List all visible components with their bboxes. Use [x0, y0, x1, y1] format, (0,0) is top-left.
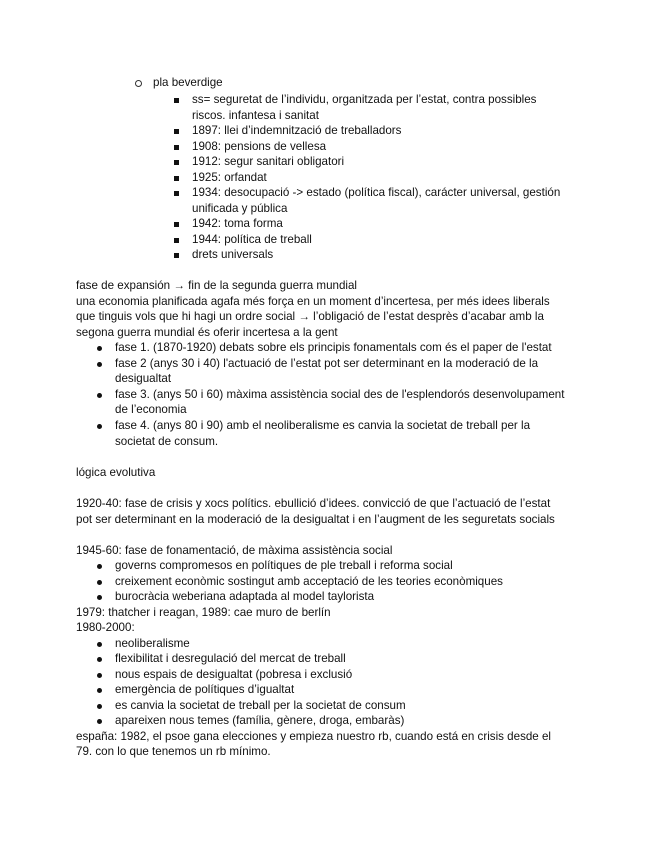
beveridge-item: 1942: toma forma [192, 217, 283, 230]
bullet-dot-icon [97, 362, 102, 367]
period-item: flexibilitat i desregulació del mercat de treball [115, 652, 346, 665]
expansion-heading: fase de expansión → fin de la segunda guerra mundial [76, 279, 358, 292]
bullet-dot-icon [97, 424, 102, 429]
beveridge-item-continued: riscos. infantesa i sanitat [192, 109, 319, 122]
paragraph-line: que tinguis vols que hi hagi un ordre social → l’obligació de l’estat desprès d’acabar amb la [76, 310, 544, 323]
square-bullet-icon [174, 129, 179, 134]
thatcher-line: 1979: thatcher i reagan, 1989: cae muro de berlín [76, 606, 331, 619]
fonamentacio-item: governs compromesos en polítiques de ple treball i reforma social [115, 559, 453, 572]
bullet-dot-icon [97, 657, 102, 662]
bullet-dot-icon [97, 673, 102, 678]
bullet-dot-icon [97, 704, 102, 709]
phase-item-continued: societat de consum. [115, 435, 219, 448]
paragraph-line: españa: 1982, el psoe gana elecciones y empieza nuestro rb, cuando está en crisis desde el [76, 730, 552, 743]
phase-item: fase 2 (anys 30 i 40) l'actuació de l’estat pot ser determinant en la moderació de la [115, 357, 539, 370]
period-item: nous espais de desigualtat (pobresa i exclusió [115, 668, 353, 681]
period-item: es canvia la societat de treball per la societat de consum [115, 699, 406, 712]
bullet-dot-icon [97, 595, 102, 600]
bullet-dot-icon [97, 688, 102, 693]
beveridge-item: ss= seguretat de l’individu, organitzada per l’estat, contra possibles [192, 93, 537, 106]
bullet-dot-icon [97, 719, 102, 724]
bullet-dot-icon [97, 393, 102, 398]
beveridge-item: 1934: desocupació -> estado (política fiscal), carácter universal, gestión [192, 186, 561, 199]
phase-item-continued: de l’economia [115, 403, 187, 416]
fonamentacio-item: burocràcia weberiana adaptada al model taylorista [115, 590, 375, 603]
period-item: apareixen nous temes (família, gènere, droga, embaràs) [115, 714, 405, 727]
period-heading: 1980-2000: [76, 621, 135, 634]
beveridge-item: 1944: política de treball [192, 233, 312, 246]
period-item: neoliberalisme [115, 637, 190, 650]
paragraph-line: 79. con lo que tenemos un rb mínimo. [76, 745, 271, 758]
phase-item: fase 1. (1870-1920) debats sobre els principis fonamentals com és el paper de l'estat [115, 341, 552, 354]
phase-item: fase 3. (anys 50 i 60) màxima assistència social des de l'esplendorós desenvolupament [115, 388, 565, 401]
square-bullet-icon [174, 98, 179, 103]
bullet-dot-icon [97, 642, 102, 647]
beveridge-item: 1912: segur sanitari obligatori [192, 155, 345, 168]
paragraph-line: pot ser determinant en la moderació de la desigualtat i en l’augment de les seguretats socials [76, 513, 555, 526]
beveridge-item: drets universals [192, 248, 274, 261]
square-bullet-icon [174, 253, 179, 258]
square-bullet-icon [174, 176, 179, 181]
beveridge-item: 1908: pensions de vellesa [192, 140, 327, 153]
bullet-dot-icon [97, 346, 102, 351]
bullet-dot-icon [97, 580, 102, 585]
paragraph-line: 1920-40: fase de crisis y xocs polítics. ebullició d’idees. convicció de que l’actuació de l’estat [76, 497, 551, 510]
square-bullet-icon [174, 145, 179, 150]
beveridge-item: 1925: orfandat [192, 171, 267, 184]
square-bullet-icon [174, 160, 179, 165]
square-bullet-icon [174, 191, 179, 196]
bullet-dot-icon [97, 564, 102, 569]
fonamentacio-heading: 1945-60: fase de fonamentació, de màxima assistència social [76, 544, 393, 557]
beveridge-item-continued: unificada y pública [192, 202, 288, 215]
phase-item: fase 4. (anys 80 i 90) amb el neoliberalisme es canvia la societat de treball per la [115, 419, 531, 432]
paragraph-line: segona guerra mundial és oferir incertesa a la gent [76, 326, 338, 339]
paragraph-line: una economia planificada agafa més força en un moment d’incertesa, per més idees liberals [76, 295, 550, 308]
beveridge-item: 1897: llei d’indemnització de treballadors [192, 124, 402, 137]
phase-item-continued: desigualtat [115, 372, 172, 385]
period-item: emergència de polítiques d’igualtat [115, 683, 295, 696]
logica-heading: lógica evolutiva [76, 466, 156, 479]
beveridge-title: pla beverdige [153, 76, 223, 89]
fonamentacio-item: creixement econòmic sostingut amb acceptació de les teories econòmiques [115, 575, 503, 588]
hollow-circle-bullet-icon [135, 80, 142, 87]
square-bullet-icon [174, 222, 179, 227]
square-bullet-icon [174, 238, 179, 243]
